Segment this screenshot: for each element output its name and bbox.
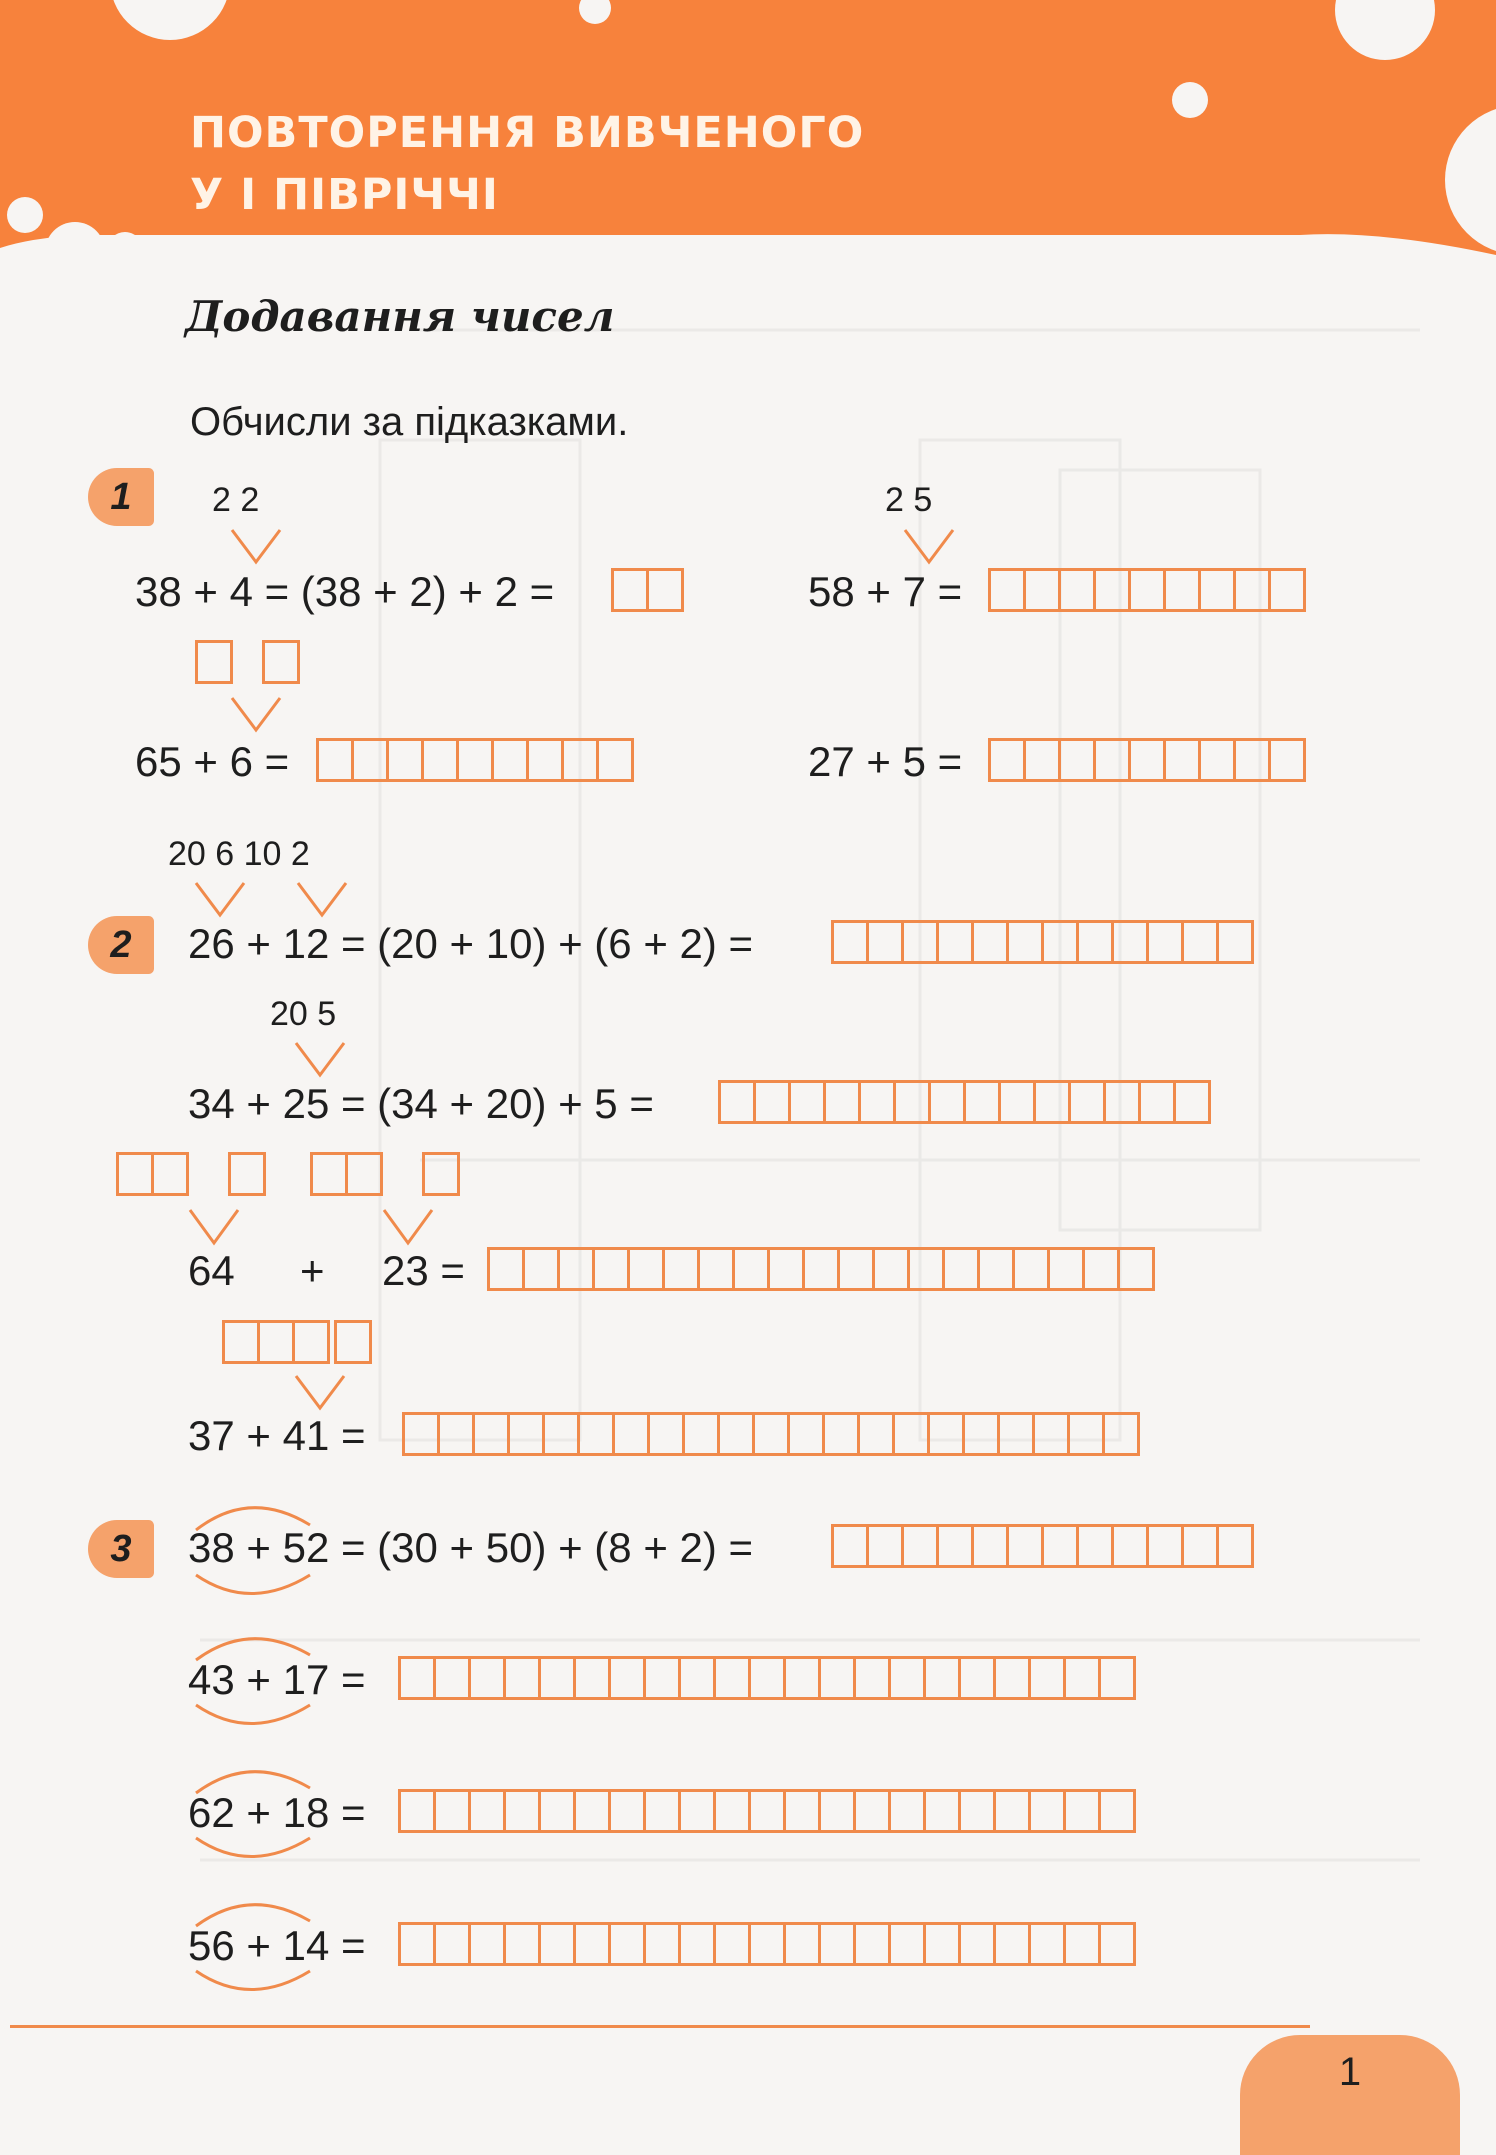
answer-boxes[interactable]: [316, 738, 634, 782]
answer-boxes[interactable]: [398, 1922, 1136, 1966]
task-badge-3: 3: [88, 1520, 154, 1578]
hint-digits: 20 6 10 2: [168, 835, 310, 873]
hint-digits: 2 5: [885, 481, 933, 519]
answer-boxes[interactable]: [718, 1080, 1211, 1124]
title-line-2: У І ПІВРІЧЧІ: [190, 170, 499, 220]
task-badge-1: 1: [88, 468, 154, 526]
equation: 26 + 12 = (20 + 10) + (6 + 2) =: [188, 920, 754, 967]
equation: 37 + 41 =: [188, 1412, 366, 1459]
answer-boxes[interactable]: [487, 1247, 1155, 1291]
equation: 38 + 4 = (38 + 2) + 2 =: [135, 568, 555, 615]
hint-input-boxes[interactable]: [334, 1320, 372, 1364]
equation: 43 + 17 =: [188, 1656, 366, 1703]
equation: 38 + 52 = (30 + 50) + (8 + 2) =: [188, 1524, 754, 1571]
section-title: Додавання чисел: [185, 292, 615, 341]
equation-left: 64: [188, 1247, 235, 1294]
answer-boxes[interactable]: [988, 568, 1306, 612]
hint-input-boxes[interactable]: [222, 1320, 330, 1364]
hint-input-boxes[interactable]: [310, 1152, 383, 1196]
equation: 27 + 5 =: [808, 738, 963, 785]
equation-right: 23 =: [382, 1247, 465, 1294]
equation: 58 + 7 =: [808, 568, 963, 615]
hint-digits: 2 2: [212, 481, 260, 519]
equation-plus: +: [300, 1247, 325, 1294]
title-line-1: ПОВТОРЕННЯ ВИВЧЕНОГО: [190, 108, 865, 158]
equation: 65 + 6 =: [135, 738, 290, 785]
equation: 56 + 14 =: [188, 1922, 366, 1969]
answer-boxes[interactable]: [402, 1412, 1140, 1456]
equation: 62 + 18 =: [188, 1789, 366, 1836]
hint-input-boxes[interactable]: [116, 1152, 189, 1196]
hint-input-boxes[interactable]: [422, 1152, 460, 1196]
hint-digits: 20 5: [270, 995, 337, 1033]
hint-input-boxes[interactable]: [228, 1152, 266, 1196]
equation: 34 + 25 = (34 + 20) + 5 =: [188, 1080, 654, 1127]
instruction-text: Обчисли за підказками.: [190, 400, 629, 444]
page-number: 1: [1338, 2050, 1362, 2094]
hint-input-boxes[interactable]: [195, 640, 233, 684]
footer-line: [10, 2025, 1310, 2028]
hint-input-boxes[interactable]: [262, 640, 300, 684]
answer-boxes[interactable]: [831, 1524, 1254, 1568]
answer-boxes[interactable]: [831, 920, 1254, 964]
answer-boxes[interactable]: [611, 568, 684, 612]
task-badge-2: 2: [88, 916, 154, 974]
answer-boxes[interactable]: [988, 738, 1306, 782]
answer-boxes[interactable]: [398, 1789, 1136, 1833]
answer-boxes[interactable]: [398, 1656, 1136, 1700]
